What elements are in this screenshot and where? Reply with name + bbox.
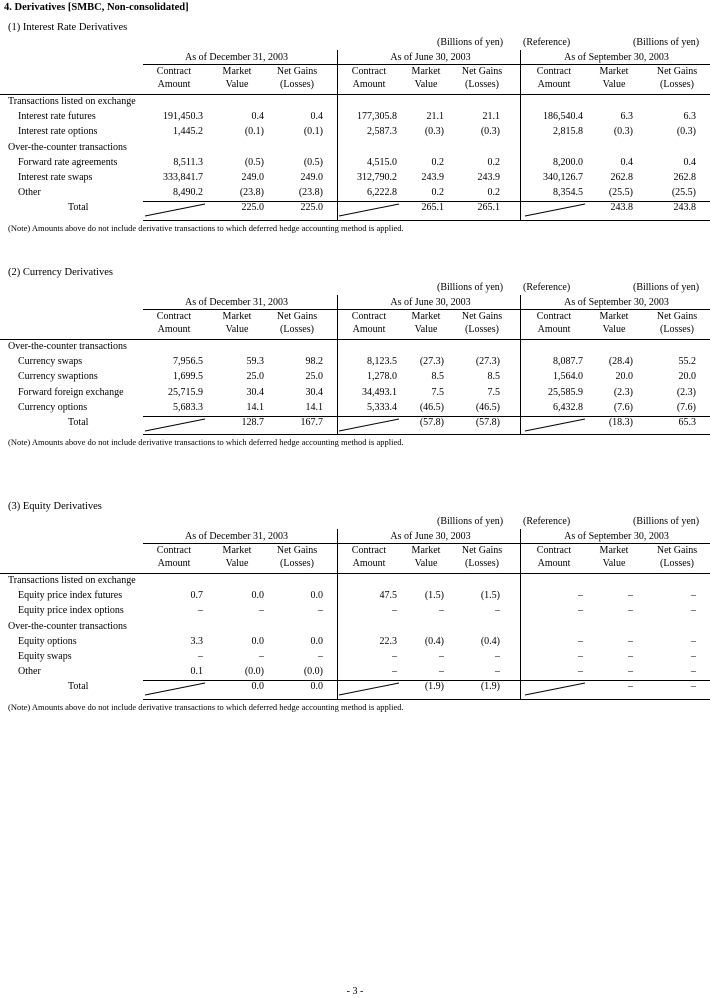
table-cell: 167.7 bbox=[300, 417, 323, 428]
column-header: (Losses) bbox=[280, 558, 314, 569]
table-bottom-rule bbox=[143, 699, 710, 700]
table-cell: – bbox=[439, 651, 444, 662]
table-cell: (46.5) bbox=[475, 401, 500, 413]
table-cell: 8,354.5 bbox=[553, 187, 583, 199]
row-label: Transactions listed on exchange bbox=[8, 96, 136, 107]
table-cell: 128.7 bbox=[241, 417, 264, 428]
table-cell: 0.0 bbox=[251, 590, 264, 602]
table-cell: 1,564.0 bbox=[553, 371, 583, 383]
table-cell: 5,333.4 bbox=[367, 401, 397, 413]
row-label: Interest rate options bbox=[18, 126, 98, 138]
table-cell: – bbox=[628, 590, 633, 602]
column-header: (Losses) bbox=[280, 79, 314, 90]
row-label: Currency options bbox=[18, 401, 88, 413]
table-cell: 7,956.5 bbox=[173, 356, 203, 368]
table-cell: – bbox=[628, 681, 633, 693]
period-header: As of June 30, 2003 bbox=[390, 297, 471, 308]
row-label: Over-the-counter transactions bbox=[8, 141, 127, 153]
table-cell: 8,200.0 bbox=[553, 156, 583, 168]
period-header: As of June 30, 2003 bbox=[390, 52, 471, 63]
column-header: Net Gains bbox=[276, 66, 318, 77]
table-cell: 0.4 bbox=[683, 156, 696, 168]
column-header: Net Gains bbox=[461, 66, 503, 77]
table-cell: 6.3 bbox=[683, 111, 696, 123]
table-cell: 0.2 bbox=[431, 156, 444, 168]
table-cell: – bbox=[392, 666, 397, 678]
row-label: Forward rate agreements bbox=[18, 156, 118, 168]
row-label: Equity options bbox=[18, 635, 77, 647]
table-cell: (0.5) bbox=[244, 156, 264, 168]
table-cell: 20.0 bbox=[678, 371, 696, 383]
table-cell: 265.1 bbox=[477, 202, 500, 214]
header-rule bbox=[143, 309, 710, 310]
table-cell: (0.4) bbox=[480, 635, 500, 647]
column-header: Contract bbox=[351, 66, 387, 77]
table-cell: 34,493.1 bbox=[362, 386, 397, 398]
table-cell: (46.5) bbox=[419, 401, 444, 413]
table-cell: 0.1 bbox=[190, 666, 203, 678]
table-cell: 0.0 bbox=[310, 590, 323, 602]
column-header: Amount bbox=[157, 324, 191, 335]
column-header: (Losses) bbox=[465, 324, 499, 335]
reference-label: (Reference) bbox=[523, 282, 571, 293]
period-header: As of December 31, 2003 bbox=[184, 531, 289, 542]
total-row-label: Total bbox=[68, 202, 89, 214]
table-cell: 22.3 bbox=[379, 635, 397, 647]
table-cell: 186,540.4 bbox=[543, 111, 583, 123]
table-cell: 25,715.9 bbox=[168, 386, 203, 398]
column-header: (Losses) bbox=[465, 79, 499, 90]
table-cell: (0.4) bbox=[424, 635, 444, 647]
column-header: Value bbox=[602, 324, 626, 335]
table-cell: (7.6) bbox=[676, 401, 696, 413]
table-cell: (1.5) bbox=[424, 590, 444, 602]
table-cell: – bbox=[578, 590, 583, 602]
column-header: Contract bbox=[156, 66, 192, 77]
table-cell: – bbox=[578, 635, 583, 647]
table-cell: (2.3) bbox=[613, 386, 633, 398]
table-cell: (23.8) bbox=[239, 187, 264, 199]
column-header: Amount bbox=[157, 558, 191, 569]
column-header: Market bbox=[411, 311, 441, 322]
column-header: Amount bbox=[352, 79, 386, 90]
table-cell: 14.1 bbox=[246, 401, 264, 413]
column-header: Contract bbox=[536, 311, 572, 322]
table-cell: – bbox=[691, 681, 696, 693]
table-cell: (25.5) bbox=[671, 187, 696, 199]
column-header: Value bbox=[414, 324, 438, 335]
unit-label: (Billions of yen) bbox=[437, 37, 504, 48]
column-header: Contract bbox=[536, 66, 572, 77]
table-cell: 25.0 bbox=[305, 371, 323, 383]
column-header: Value bbox=[414, 558, 438, 569]
column-header: Contract bbox=[536, 545, 572, 556]
table-cell: – bbox=[318, 605, 323, 617]
table-cell: 243.8 bbox=[673, 202, 696, 214]
table-cell: – bbox=[495, 651, 500, 662]
table-cell: 0.0 bbox=[251, 635, 264, 647]
table-cell: (27.3) bbox=[419, 356, 444, 368]
table-cell: (0.3) bbox=[676, 126, 696, 138]
table-cell: – bbox=[628, 666, 633, 678]
table-cell: 0.2 bbox=[431, 187, 444, 199]
table-cell: (57.8) bbox=[419, 417, 444, 428]
period-header: As of June 30, 2003 bbox=[390, 531, 471, 542]
table-cell: (23.8) bbox=[298, 187, 323, 199]
table-cell: 249.0 bbox=[241, 172, 264, 183]
section-title: (2) Currency Derivatives bbox=[8, 267, 113, 278]
table-cell: 0.4 bbox=[251, 111, 264, 123]
column-header: (Losses) bbox=[280, 324, 314, 335]
table-cell: 0.0 bbox=[310, 681, 323, 693]
table-cell: (1.9) bbox=[424, 681, 444, 693]
table-cell: 243.9 bbox=[477, 172, 500, 183]
section-title: (3) Equity Derivatives bbox=[8, 501, 102, 512]
table-cell: – bbox=[628, 605, 633, 617]
table-cell: 191,450.3 bbox=[163, 111, 203, 123]
table-cell: – bbox=[198, 651, 203, 662]
row-label: Interest rate swaps bbox=[18, 172, 93, 183]
column-header: Contract bbox=[156, 545, 192, 556]
table-bottom-rule bbox=[143, 220, 710, 221]
row-label: Interest rate futures bbox=[18, 111, 96, 123]
table-cell: 0.0 bbox=[310, 635, 323, 647]
total-row-label: Total bbox=[68, 417, 89, 428]
table-cell: – bbox=[691, 605, 696, 617]
table-cell: 333,841.7 bbox=[163, 172, 203, 183]
table-cell: 21.1 bbox=[426, 111, 444, 123]
period-header: As of December 31, 2003 bbox=[184, 297, 289, 308]
table-cell: (1.9) bbox=[480, 681, 500, 693]
table-cell: 0.2 bbox=[487, 187, 500, 199]
row-label: Over-the-counter transactions bbox=[8, 620, 127, 632]
row-label: Transactions listed on exchange bbox=[8, 575, 136, 586]
table-cell: (18.3) bbox=[608, 417, 633, 428]
table-cell: (0.0) bbox=[244, 666, 264, 678]
row-label: Forward foreign exchange bbox=[18, 386, 124, 398]
table-cell: 30.4 bbox=[246, 386, 264, 398]
table-cell: 25.0 bbox=[246, 371, 264, 383]
table-cell: 243.9 bbox=[421, 172, 444, 183]
column-header: Contract bbox=[351, 311, 387, 322]
column-header: Value bbox=[602, 79, 626, 90]
table-cell: 312,790.2 bbox=[357, 172, 397, 183]
unit-label: (Billions of yen) bbox=[633, 282, 700, 293]
column-header: Net Gains bbox=[461, 545, 503, 556]
table-cell: (0.3) bbox=[480, 126, 500, 138]
table-cell: (0.1) bbox=[303, 126, 323, 138]
table-cell: (0.3) bbox=[424, 126, 444, 138]
table-cell: 340,126.7 bbox=[543, 172, 583, 183]
column-header: Net Gains bbox=[461, 311, 503, 322]
column-header: Market bbox=[599, 545, 629, 556]
table-cell: – bbox=[439, 605, 444, 617]
table-cell: – bbox=[439, 666, 444, 678]
header-rule bbox=[143, 543, 710, 544]
table-cell: 1,445.2 bbox=[173, 126, 203, 138]
table-cell: 59.3 bbox=[246, 356, 264, 368]
column-header: Value bbox=[225, 324, 249, 335]
header-rule bbox=[0, 573, 710, 574]
column-header: Value bbox=[225, 558, 249, 569]
column-header: Market bbox=[222, 545, 252, 556]
column-header: Amount bbox=[537, 79, 571, 90]
table-cell: 249.0 bbox=[300, 172, 323, 183]
table-cell: (7.6) bbox=[613, 401, 633, 413]
row-label: Currency swaptions bbox=[18, 371, 98, 383]
row-label: Over-the-counter transactions bbox=[8, 341, 127, 352]
table-cell: 25,585.9 bbox=[548, 386, 583, 398]
header-rule bbox=[143, 64, 710, 65]
table-cell: 8.5 bbox=[487, 371, 500, 383]
section-title: (1) Interest Rate Derivatives bbox=[8, 22, 128, 33]
table-cell: 4,515.0 bbox=[367, 156, 397, 168]
table-cell: – bbox=[392, 605, 397, 617]
column-header: (Losses) bbox=[660, 324, 694, 335]
table-cell: (1.5) bbox=[480, 590, 500, 602]
column-header: Contract bbox=[351, 545, 387, 556]
period-header: As of September 30, 2003 bbox=[564, 531, 669, 542]
header-rule bbox=[0, 94, 710, 95]
table-cell: 262.8 bbox=[673, 172, 696, 183]
column-header: Amount bbox=[157, 79, 191, 90]
column-header: Net Gains bbox=[276, 311, 318, 322]
table-cell: – bbox=[691, 651, 696, 662]
column-header: (Losses) bbox=[660, 558, 694, 569]
table-cell: 1,278.0 bbox=[367, 371, 397, 383]
column-header: Net Gains bbox=[656, 545, 698, 556]
column-header: Value bbox=[225, 79, 249, 90]
table-cell: 21.1 bbox=[482, 111, 500, 123]
header-rule bbox=[0, 339, 710, 340]
column-header: Net Gains bbox=[656, 66, 698, 77]
table-cell: 8,511.3 bbox=[173, 156, 203, 168]
unit-label: (Billions of yen) bbox=[633, 37, 700, 48]
period-header: As of December 31, 2003 bbox=[184, 52, 289, 63]
table-cell: 98.2 bbox=[305, 356, 323, 368]
table-cell: 5,683.3 bbox=[173, 401, 203, 413]
table-cell: 8,490.2 bbox=[173, 187, 203, 199]
reference-label: (Reference) bbox=[523, 516, 571, 527]
table-cell: – bbox=[259, 651, 264, 662]
table-cell: (57.8) bbox=[475, 417, 500, 428]
table-cell: 243.8 bbox=[610, 202, 633, 214]
table-cell: – bbox=[578, 605, 583, 617]
table-cell: 65.3 bbox=[678, 417, 696, 428]
table-cell: (25.5) bbox=[608, 187, 633, 199]
table-cell: – bbox=[628, 651, 633, 662]
table-cell: 265.1 bbox=[421, 202, 444, 214]
table-cell: 7.5 bbox=[431, 386, 444, 398]
table-cell: 8,123.5 bbox=[367, 356, 397, 368]
table-note: (Note) Amounts above do not include derivative transactions to which deferred hedge accounting method is applied. bbox=[8, 222, 404, 233]
table-cell: – bbox=[392, 651, 397, 662]
column-header: Amount bbox=[352, 558, 386, 569]
table-cell: 20.0 bbox=[615, 371, 633, 383]
table-cell: 6,432.8 bbox=[553, 401, 583, 413]
column-header: Contract bbox=[156, 311, 192, 322]
unit-label: (Billions of yen) bbox=[633, 516, 700, 527]
table-cell: 8.5 bbox=[431, 371, 444, 383]
table-cell: 225.0 bbox=[241, 202, 264, 214]
table-cell: 6,222.8 bbox=[367, 187, 397, 199]
table-cell: (27.3) bbox=[475, 356, 500, 368]
table-cell: 14.1 bbox=[305, 401, 323, 413]
table-cell: – bbox=[691, 635, 696, 647]
table-cell: – bbox=[198, 605, 203, 617]
table-cell: – bbox=[495, 666, 500, 678]
table-cell: 0.4 bbox=[310, 111, 323, 123]
page-number: - 3 - bbox=[346, 986, 364, 997]
row-label: Equity price index futures bbox=[18, 590, 123, 602]
row-label: Other bbox=[18, 666, 41, 678]
column-header: Amount bbox=[537, 324, 571, 335]
column-header: Market bbox=[222, 311, 252, 322]
column-header: Market bbox=[222, 66, 252, 77]
table-cell: 7.5 bbox=[487, 386, 500, 398]
table-cell: 0.0 bbox=[251, 681, 264, 693]
row-label: Equity swaps bbox=[18, 651, 72, 662]
column-header: Value bbox=[602, 558, 626, 569]
column-header: (Losses) bbox=[465, 558, 499, 569]
table-cell: – bbox=[628, 635, 633, 647]
table-cell: (2.3) bbox=[676, 386, 696, 398]
table-cell: 0.7 bbox=[190, 590, 203, 602]
table-cell: 3.3 bbox=[190, 635, 203, 647]
table-cell: (28.4) bbox=[608, 356, 633, 368]
table-cell: 30.4 bbox=[305, 386, 323, 398]
row-label: Equity price index options bbox=[18, 605, 124, 617]
table-cell: – bbox=[578, 666, 583, 678]
unit-label: (Billions of yen) bbox=[437, 282, 504, 293]
table-bottom-rule bbox=[143, 434, 710, 435]
table-cell: – bbox=[259, 605, 264, 617]
column-header: Market bbox=[599, 66, 629, 77]
page-title: 4. Derivatives [SMBC, Non-consolidated] bbox=[4, 2, 189, 13]
column-header: Net Gains bbox=[276, 545, 318, 556]
column-header: Net Gains bbox=[656, 311, 698, 322]
column-header: Market bbox=[599, 311, 629, 322]
reference-label: (Reference) bbox=[523, 37, 571, 48]
table-note: (Note) Amounts above do not include derivative transactions to which deferred hedge accounting method is applied. bbox=[8, 701, 404, 712]
unit-label: (Billions of yen) bbox=[437, 516, 504, 527]
table-cell: 2,587.3 bbox=[367, 126, 397, 138]
table-cell: – bbox=[318, 651, 323, 662]
table-cell: 2,815.8 bbox=[553, 126, 583, 138]
table-cell: 177,305.8 bbox=[357, 111, 397, 123]
row-label: Currency swaps bbox=[18, 356, 83, 368]
table-cell: 262.8 bbox=[610, 172, 633, 183]
table-cell: (0.1) bbox=[244, 126, 264, 138]
table-cell: 6.3 bbox=[620, 111, 633, 123]
table-cell: – bbox=[691, 590, 696, 602]
table-cell: 8,087.7 bbox=[553, 356, 583, 368]
table-cell: (0.5) bbox=[303, 156, 323, 168]
table-cell: – bbox=[578, 651, 583, 662]
table-cell: 0.2 bbox=[487, 156, 500, 168]
table-note: (Note) Amounts above do not include derivative transactions to which deferred hedge accounting method is applied. bbox=[8, 437, 404, 448]
table-cell: 1,699.5 bbox=[173, 371, 203, 383]
table-cell: – bbox=[691, 666, 696, 678]
period-header: As of September 30, 2003 bbox=[564, 297, 669, 308]
table-cell: 225.0 bbox=[300, 202, 323, 214]
column-header: Value bbox=[414, 79, 438, 90]
column-header: (Losses) bbox=[660, 79, 694, 90]
table-cell: 55.2 bbox=[678, 356, 696, 368]
column-header: Market bbox=[411, 66, 441, 77]
table-cell: 0.4 bbox=[620, 156, 633, 168]
table-cell: – bbox=[495, 605, 500, 617]
table-cell: (0.3) bbox=[613, 126, 633, 138]
total-row-label: Total bbox=[68, 681, 89, 693]
column-header: Amount bbox=[537, 558, 571, 569]
column-header: Amount bbox=[352, 324, 386, 335]
period-header: As of September 30, 2003 bbox=[564, 52, 669, 63]
table-cell: 47.5 bbox=[379, 590, 397, 602]
row-label: Other bbox=[18, 187, 41, 199]
column-header: Market bbox=[411, 545, 441, 556]
table-cell: (0.0) bbox=[303, 666, 323, 678]
